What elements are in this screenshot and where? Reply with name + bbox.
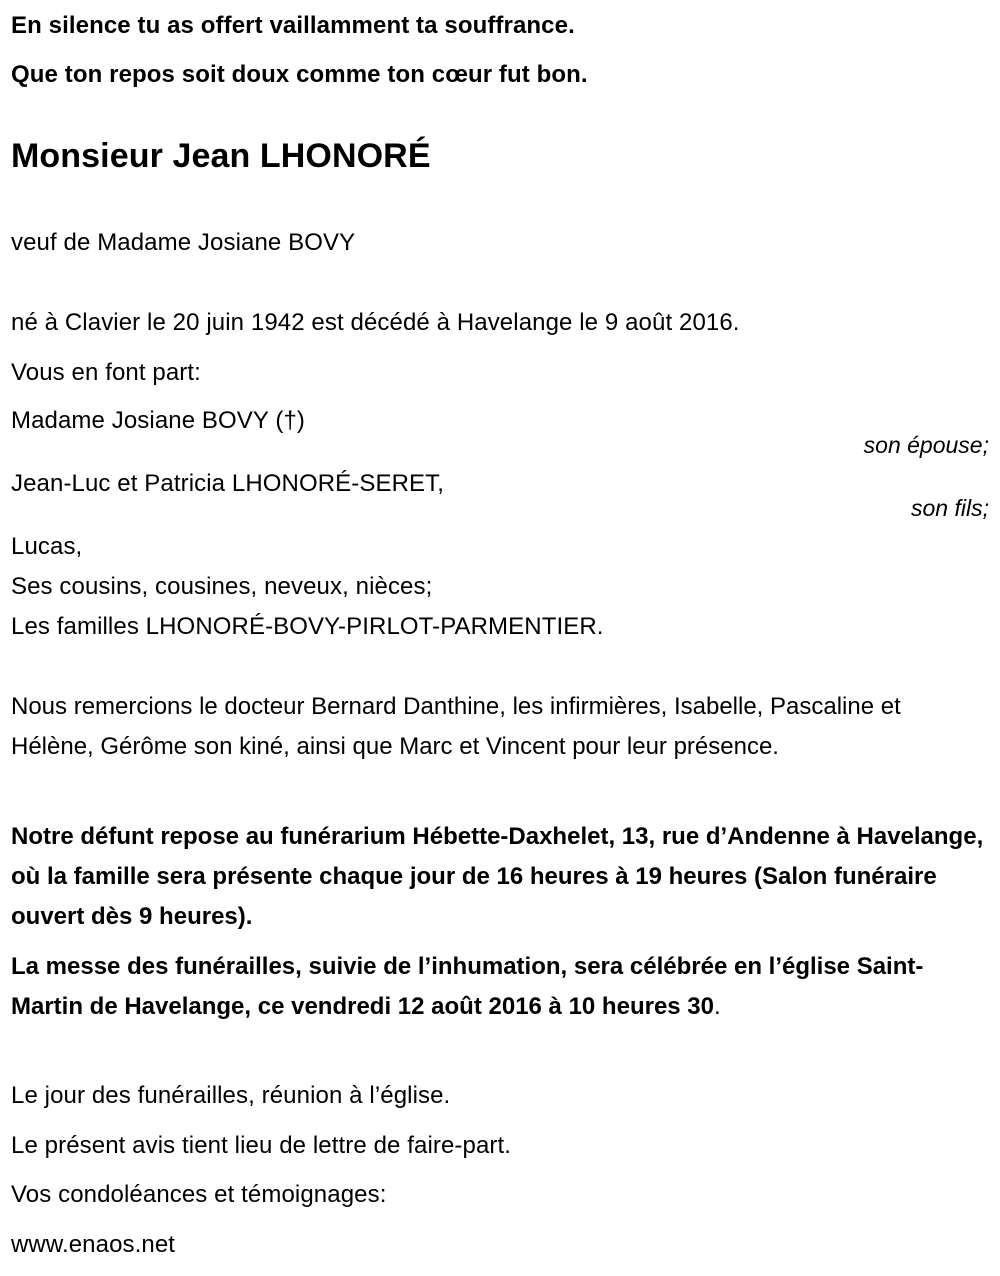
notice-info: Le présent avis tient lieu de lettre de faire-part.	[11, 1132, 512, 1159]
condolences-label: Vos condoléances et témoignages:	[11, 1181, 387, 1208]
deceased-name: Monsieur Jean LHONORÉ	[11, 137, 431, 175]
mass-text: La messe des funérailles, suivie de l’inhumation, sera célébrée en l’église Saint-Martin de Havelange, ce vendredi 12 août 2016 à 10 heures 30	[11, 953, 924, 1020]
grandchild: Lucas,	[11, 533, 83, 560]
funerarium-paragraph: Notre défunt repose au funérarium Hébette-Daxhelet, 13, rue d’Andenne à Havelange, où la famille sera présente chaque jour de 16 heures à 19 heures (Salon funéraire ouvert dès 9 heures).	[11, 823, 984, 930]
mass-end: .	[714, 993, 721, 1020]
epitaph-line-2: Que ton repos soit doux comme ton cœur fut bon.	[11, 61, 588, 88]
birth-death-info: né à Clavier le 20 juin 1942 est décédé à Havelange le 9 août 2016.	[11, 309, 740, 336]
website-link[interactable]: www.enaos.net	[11, 1231, 176, 1258]
family-member-relation: son épouse;	[863, 432, 989, 458]
meeting-info: Le jour des funérailles, réunion à l’église.	[11, 1082, 451, 1109]
widower-of: veuf de Madame Josiane BOVY	[11, 229, 356, 256]
announcement-intro: Vous en font part:	[11, 359, 201, 386]
family-member-name: Madame Josiane BOVY (†)	[11, 407, 305, 434]
mass-paragraph	[11, 947, 986, 1027]
families-line: Les familles LHONORÉ-BOVY-PIRLOT-PARMENTIER.	[11, 613, 604, 640]
epitaph-line-1: En silence tu as offert vaillamment ta souffrance.	[11, 12, 575, 39]
family-member-name: Jean-Luc et Patricia LHONORÉ-SERET,	[11, 470, 444, 497]
cousins-line: Ses cousins, cousines, neveux, nièces;	[11, 573, 433, 600]
thanks-paragraph: Nous remercions le docteur Bernard Danthine, les infirmières, Isabelle, Pascaline et Hélène, Gérôme son kiné, ainsi que Marc et Vincent pour leur présence.	[11, 693, 901, 760]
family-member-relation: son fils;	[911, 495, 989, 521]
